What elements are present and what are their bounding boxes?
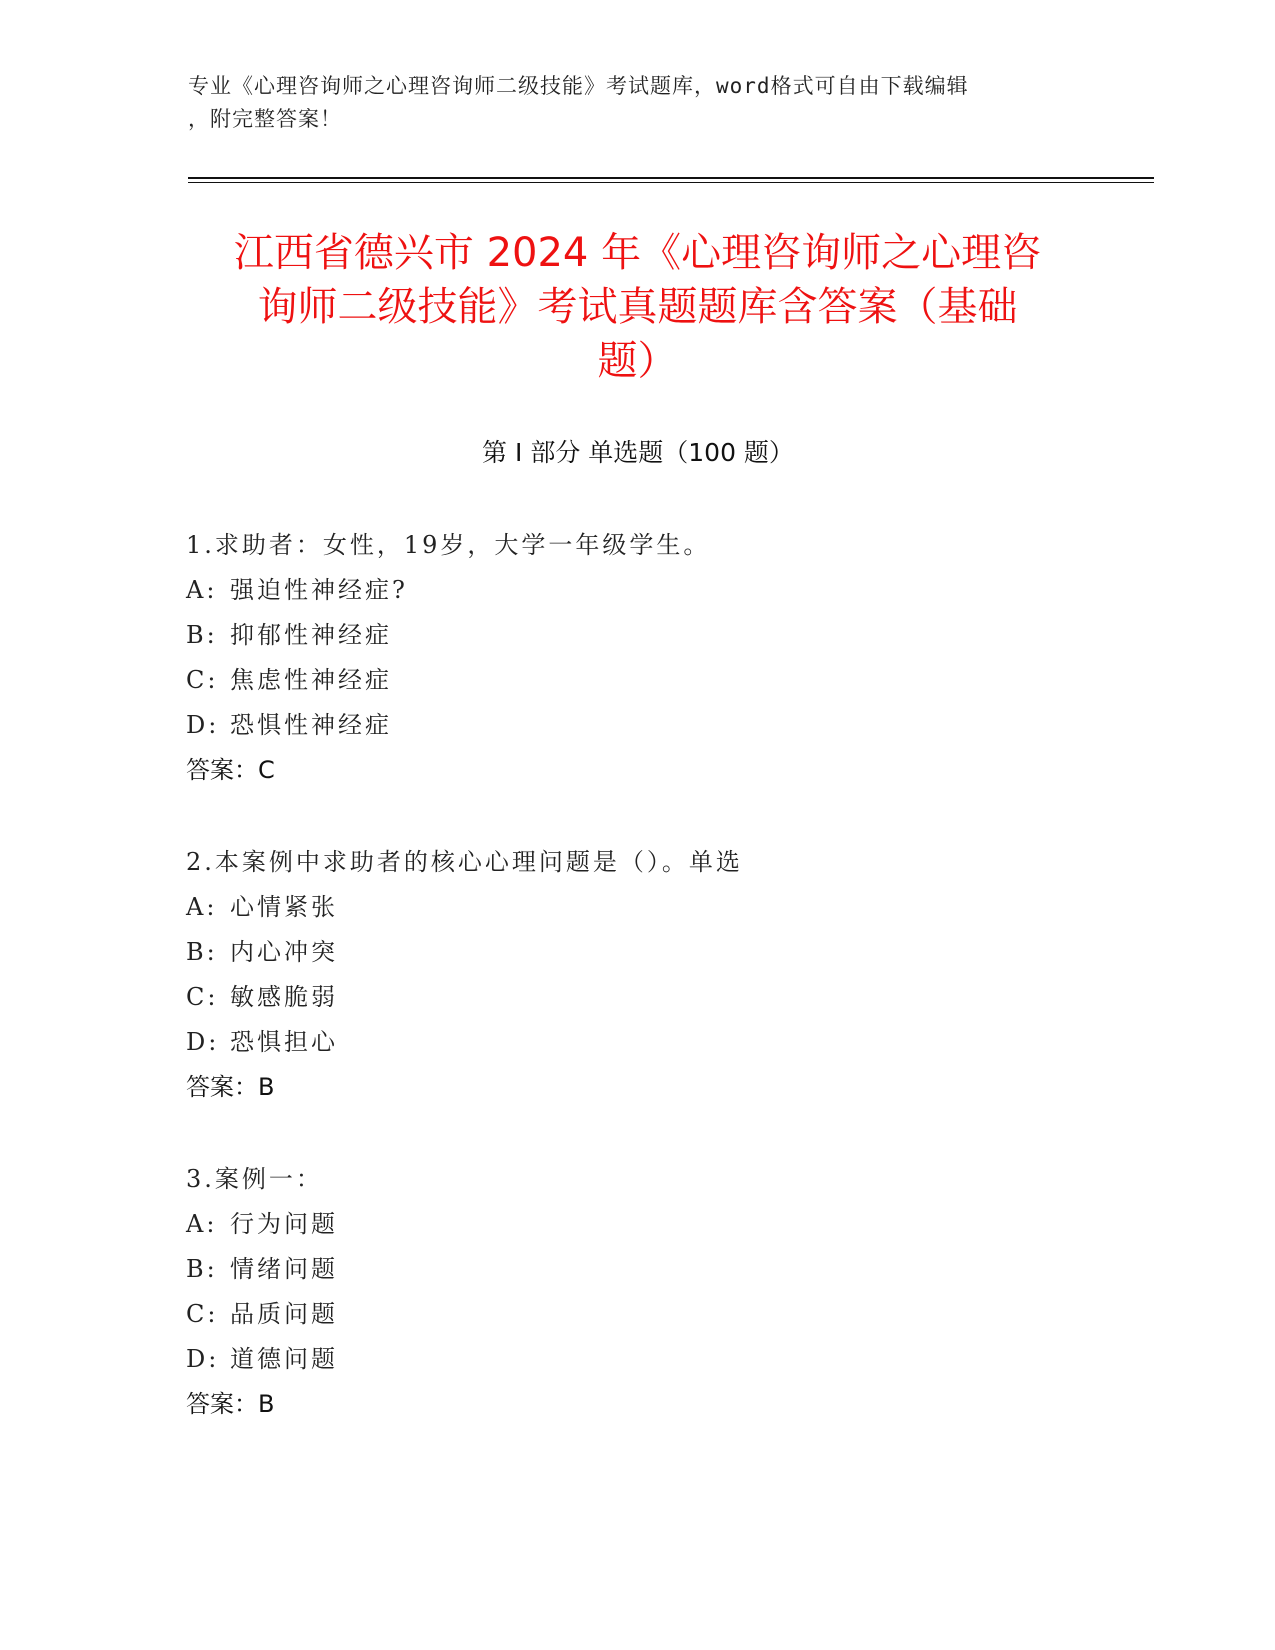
option-text: 行为问题 [230, 1210, 338, 1238]
question-item [186, 523, 1186, 793]
option-key: A: [186, 893, 218, 921]
option-c [186, 975, 1186, 1020]
option-a [186, 885, 1186, 930]
title-line-1: 江西省德兴市 2024 年《心理咨询师之心理咨 [233, 230, 1042, 276]
question-stem: 3.案例一： [186, 1165, 323, 1193]
option-text: 道德问题 [230, 1345, 338, 1373]
option-text: 焦虑性神经症 [230, 666, 392, 694]
option-d [186, 703, 1186, 748]
option-text: 恐惧性神经症 [230, 711, 392, 739]
option-b [186, 613, 1186, 658]
section-title: 第 I 部分 单选题（100 题） [482, 438, 794, 467]
question-item [186, 840, 1186, 1110]
header-note-line-2: ，附完整答案！ [188, 107, 342, 131]
title-line-3: 题） [597, 338, 678, 384]
answer-text: 答案：C [186, 756, 275, 784]
option-key: D: [186, 1345, 220, 1373]
option-text: 品质问题 [230, 1300, 338, 1328]
option-text: 恐惧担心 [230, 1028, 338, 1056]
option-key: B: [186, 621, 218, 649]
header-note-line-1: 专业《心理咨询师之心理咨询师二级技能》考试题库，word格式可自由下载编辑 [188, 74, 969, 98]
option-key: A: [186, 1210, 218, 1238]
option-key: A: [186, 576, 218, 604]
title-line-2: 询师二级技能》考试真题题库含答案（基础 [257, 284, 1018, 330]
option-key: C: [186, 666, 219, 694]
option-b [186, 1247, 1186, 1292]
answer-text: 答案：B [186, 1073, 275, 1101]
option-d [186, 1337, 1186, 1382]
header-divider-thin [188, 182, 1154, 183]
option-text: 情绪问题 [230, 1255, 338, 1283]
option-key: B: [186, 938, 218, 966]
option-text: 抑郁性神经症 [230, 621, 392, 649]
option-key: D: [186, 711, 220, 739]
option-c [186, 1292, 1186, 1337]
option-key: D: [186, 1028, 220, 1056]
option-text: 内心冲突 [230, 938, 338, 966]
question-stem: 2.本案例中求助者的核心心理问题是（）。单选 [186, 848, 743, 876]
option-a [186, 568, 1186, 613]
option-text: 敏感脆弱 [230, 983, 338, 1011]
option-b [186, 930, 1186, 975]
question-stem: 1.求助者：女性，19岁，大学一年级学生。 [186, 531, 711, 559]
option-key: C: [186, 1300, 219, 1328]
question-item [186, 1157, 1186, 1427]
header-divider-thick [188, 177, 1154, 179]
option-a [186, 1202, 1186, 1247]
option-d [186, 1020, 1186, 1065]
header-note [188, 70, 1088, 136]
answer-text: 答案：B [186, 1390, 275, 1418]
option-text: 心情紧张 [230, 893, 338, 921]
document-title [170, 226, 1105, 388]
option-key: C: [186, 983, 219, 1011]
option-key: B: [186, 1255, 218, 1283]
option-c [186, 658, 1186, 703]
option-text: 强迫性神经症? [230, 576, 408, 604]
